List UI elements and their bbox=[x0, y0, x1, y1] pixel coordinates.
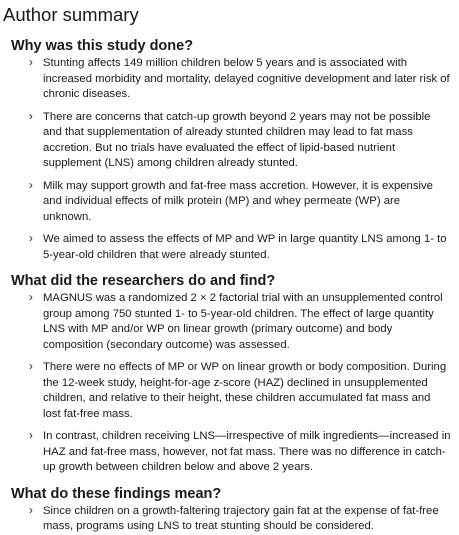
chevron-right-icon: › bbox=[29, 110, 33, 123]
chevron-right-icon: › bbox=[29, 504, 33, 517]
page-title: Author summary bbox=[3, 4, 139, 25]
chevron-right-icon: › bbox=[29, 430, 33, 442]
list-item-text: Milk may support growth and fat-free mass accretion. However, it is expensive and individual effects of milk protein (MP) and whey permeate (WP) are unknown. bbox=[43, 179, 433, 223]
list-item bbox=[0, 56, 459, 103]
section-heading-what-did: What did the researchers do and find? bbox=[11, 273, 276, 289]
bullet-list-what-did bbox=[0, 291, 459, 476]
section-heading-what-mean: What do these findings mean? bbox=[11, 485, 222, 502]
list-item-text: Stunting affects 149 million children below 5 years and is associated with increased morbidity and mortality, delayed cognitive development and later risk of chronic diseases. bbox=[43, 57, 450, 100]
list-item-text: There were no effects of MP or WP on linear growth or body composition. During the 12-week study, height-for-age z-score (HAZ) declined in unsupplemented children, and relative to their height, these children accumulated fat mass and lost fat-free mass. bbox=[43, 361, 447, 420]
chevron-right-icon: › bbox=[29, 292, 33, 304]
list-item-text: Since children on a growth-faltering trajectory gain fat at the expense of fat-free mass, programs using LNS to treat stunting should be considered. bbox=[43, 504, 439, 532]
list-item bbox=[0, 504, 459, 535]
chevron-right-icon: › bbox=[29, 57, 33, 69]
list-item bbox=[0, 291, 459, 353]
list-item bbox=[0, 429, 459, 476]
bullet-list-why bbox=[0, 56, 459, 263]
chevron-right-icon: › bbox=[29, 233, 33, 245]
bullet-list-what-mean bbox=[0, 504, 459, 535]
list-item bbox=[0, 110, 459, 172]
list-item bbox=[0, 360, 459, 422]
chevron-right-icon: › bbox=[29, 179, 33, 192]
list-item-text: MAGNUS was a randomized 2 × 2 factorial trial with an unsupplemented control group among 750 stunted 1- to 5-year-old children. The effect of large quantity LNS with MP and/or WP on linear growth (primary outcome) and body composition (secondary outcome) was assessed. bbox=[43, 292, 443, 351]
list-item-text: In contrast, children receiving LNS—irrespective of milk ingredients—increased in HAZ and fat-free mass, however, not fat mass. There was no difference in catch-up growth between children below and above 2 years. bbox=[43, 430, 451, 473]
list-item-text: We aimed to assess the effects of MP and WP in large quantity LNS among 1- to 5-year-old children that were already stunted. bbox=[43, 233, 447, 261]
list-item-text: There are concerns that catch-up growth beyond 2 years may not be possible and that supplementation of already stunted children may lead to fat mass accretion. But no trials have evaluated the effect of lipid-based nutrient supplement (LNS) among children already stunted. bbox=[43, 110, 431, 169]
list-item bbox=[0, 232, 459, 263]
chevron-right-icon: › bbox=[29, 361, 33, 373]
section-heading-why: Why was this study done? bbox=[11, 38, 194, 54]
list-item bbox=[0, 179, 459, 226]
